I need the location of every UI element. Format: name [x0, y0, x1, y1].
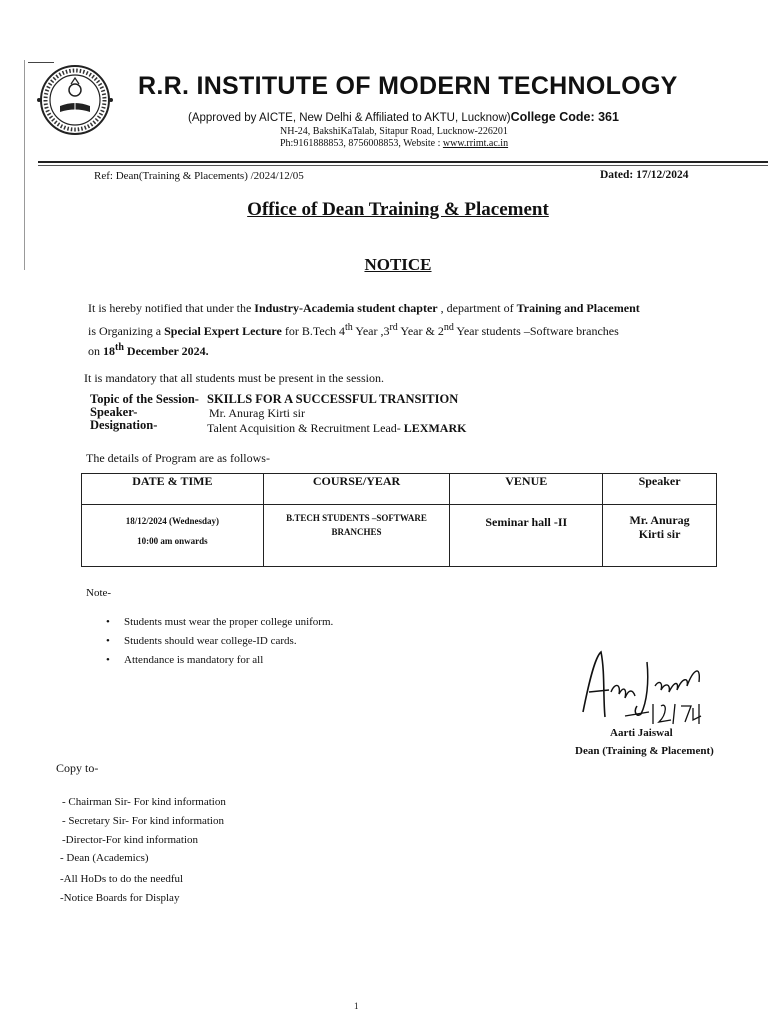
list-item: -All HoDs to do the needful: [60, 873, 184, 885]
note-label: Note-: [86, 587, 112, 599]
header-speaker: Speaker: [603, 474, 717, 505]
cell-date-time: 18/12/2024 (Wednesday) 10:00 am onwards: [82, 505, 264, 567]
cell-course-year: B.TECH STUDENTS –SOFTWARE BRANCHES: [263, 505, 450, 567]
page-number: 1: [354, 1001, 359, 1011]
list-item: - Dean (Academics): [60, 852, 149, 864]
notice-title: NOTICE: [364, 255, 432, 274]
list-item: - Chairman Sir- For kind information: [62, 796, 226, 808]
header-rule: [38, 161, 768, 163]
contact-line: Ph:9161888853, 8756008853, Website : www.rrimt.ac.in: [280, 138, 509, 149]
reference-number: Ref: Dean(Training & Placements) /2024/12/05: [94, 170, 304, 182]
notice-paragraph-line1: It is hereby notified that under the Industry-Academia student chapter , department of Training and Placement: [88, 301, 640, 315]
list-item: • Attendance is mandatory for all: [106, 654, 264, 666]
bullet-icon: •: [106, 635, 110, 647]
website-link[interactable]: www.rrimt.ac.in: [442, 138, 509, 149]
table-row: [82, 505, 717, 567]
header-date-time: DATE & TIME: [82, 474, 264, 505]
signer-name: Aarti Jaiswal: [610, 727, 673, 739]
list-item: • Students must wear the proper college uniform.: [106, 616, 334, 628]
header-course-year: COURSE/YEAR: [263, 474, 450, 505]
cell-venue: Seminar hall -II: [450, 505, 603, 567]
header-rule-thin: [38, 165, 768, 166]
approval-line: (Approved by AICTE, New Delhi & Affiliated to AKTU, Lucknow)College Code: 361: [188, 110, 619, 124]
handwritten-signature: [575, 642, 725, 728]
institute-seal-logo: [27, 62, 123, 138]
list-item: - Secretary Sir- For kind information: [62, 815, 224, 827]
list-item: -Director-For kind information: [62, 834, 199, 846]
college-code: College Code: 361: [510, 110, 619, 124]
scan-margin-line: [24, 60, 25, 270]
notice-paragraph-line2: is Organizing a Special Expert Lecture for B.Tech 4th Year ,3rd Year & 2nd Year students –Software branches: [88, 322, 619, 338]
address-line: NH-24, BakshiKaTalab, Sitapur Road, Lucknow-226201: [280, 126, 508, 137]
cell-speaker: Mr. Anurag Kirti sir: [603, 505, 717, 567]
program-table: [81, 473, 717, 567]
copy-to-label: Copy to-: [56, 761, 99, 775]
topic-value: SKILLS FOR A SUCCESSFUL TRANSITION: [207, 392, 459, 406]
bullet-icon: •: [106, 616, 110, 628]
date-line: Dated: 17/12/2024: [600, 169, 689, 181]
list-item: • Students should wear college-ID cards.: [106, 635, 297, 647]
bullet-icon: •: [106, 654, 110, 666]
header-venue: VENUE: [450, 474, 603, 505]
speaker-label: Speaker-: [90, 405, 138, 419]
table-header-row: [82, 474, 717, 505]
details-intro: The details of Program are as follows-: [86, 451, 270, 465]
institute-name: R.R. INSTITUTE OF MODERN TECHNOLOGY: [138, 72, 678, 100]
speaker-value: Mr. Anurag Kirti sir: [209, 406, 305, 420]
list-item: -Notice Boards for Display: [60, 892, 180, 904]
notice-paragraph-line3: on 18th December 2024.: [88, 342, 209, 358]
company-name: LEXMARK: [403, 421, 467, 435]
topic-label: Topic of the Session-: [90, 392, 199, 406]
mandatory-statement: It is mandatory that all students must be present in the session.: [84, 371, 384, 385]
office-title: Office of Dean Training & Placement: [247, 199, 549, 220]
designation-value: Talent Acquisition & Recruitment Lead- LEXMARK: [207, 421, 467, 435]
designation-label: Designation-: [90, 418, 158, 432]
signer-title: Dean (Training & Placement): [575, 745, 714, 757]
